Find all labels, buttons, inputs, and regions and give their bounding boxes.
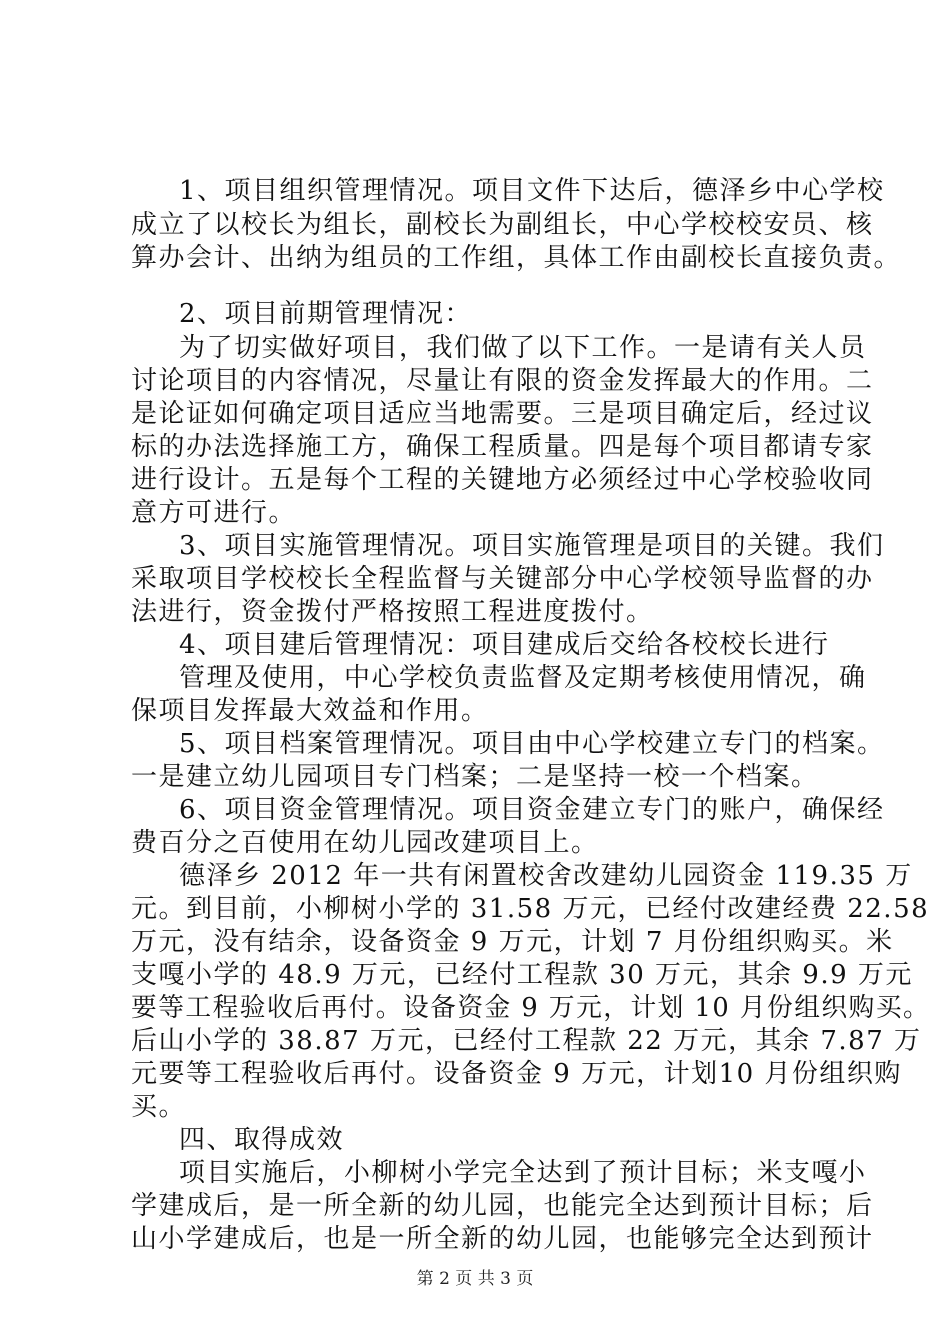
paragraph-line: 采取项目学校校长全程监督与关键部分中心学校领导监督的办 — [131, 564, 874, 594]
paragraph-line: 元要等工程验收后再付。设备资金 9 万元，计划10 月份组织购 — [131, 1059, 902, 1089]
paragraph-line: 意方可进行。 — [131, 498, 297, 528]
paragraph-line: 讨论项目的内容情况，尽量让有限的资金发挥最大的作用。二 — [131, 366, 874, 396]
paragraph-line: 4、项目建后管理情况：项目建成后交给各校校长进行 — [179, 630, 830, 660]
paragraph-line: 后山小学的 38.87 万元，已经付工程款 22 万元，其余 7.87 万 — [131, 1026, 922, 1056]
paragraph-line: 标的办法选择施工方，确保工程质量。四是每个项目都请专家 — [131, 432, 874, 462]
paragraph-line: 算办会计、出纳为组员的工作组，具体工作由副校长直接负责。 — [131, 243, 902, 273]
page-number-footer: 第 2 页 共 3 页 — [416, 1269, 534, 1289]
paragraph-line: 5、项目档案管理情况。项目由中心学校建立专门的档案。 — [179, 729, 885, 759]
paragraph-line: 为了切实做好项目，我们做了以下工作。一是请有关人员 — [179, 333, 867, 363]
paragraph-line: 6、项目资金管理情况。项目资金建立专门的账户，确保经 — [179, 795, 885, 825]
paragraph-line: 2、项目前期管理情况： — [179, 299, 473, 329]
paragraph-line: 是论证如何确定项目适应当地需要。三是项目确定后，经过议 — [131, 399, 874, 429]
paragraph-line: 进行设计。五是每个工程的关键地方必须经过中心学校验收同 — [131, 465, 874, 495]
paragraph-line: 支嘎小学的 48.9 万元，已经付工程款 30 万元，其余 9.9 万元 — [131, 960, 913, 990]
paragraph-line: 德泽乡 2012 年一共有闲置校舍改建幼儿园资金 119.35 万 — [179, 861, 913, 891]
paragraph-line: 成立了以校长为组长，副校长为副组长，中心学校校安员、核 — [131, 210, 874, 240]
paragraph-line: 学建成后，是一所全新的幼儿园，也能完全达到预计目标；后 — [131, 1191, 874, 1221]
paragraph-line: 管理及使用，中心学校负责监督及定期考核使用情况，确 — [179, 663, 867, 693]
paragraph-line: 万元，没有结余，设备资金 9 万元，计划 7 月份组织购买。米 — [131, 927, 894, 957]
paragraph-line: 元。到目前，小柳树小学的 31.58 万元，已经付改建经费 22.58 — [131, 894, 930, 924]
paragraph-line: 费百分之百使用在幼儿园改建项目上。 — [131, 828, 599, 858]
paragraph-line: 项目实施后，小柳树小学完全达到了预计目标；米支嘎小 — [179, 1158, 867, 1188]
paragraph-line: 法进行，资金拨付严格按照工程进度拨付。 — [131, 597, 654, 627]
paragraph-line: 1、项目组织管理情况。项目文件下达后，德泽乡中心学校 — [179, 176, 885, 206]
paragraph-line: 要等工程验收后再付。设备资金 9 万元，计划 10 月份组织购买。 — [131, 993, 931, 1023]
paragraph-line: 山小学建成后，也是一所全新的幼儿园，也能够完全达到预计 — [131, 1224, 874, 1254]
paragraph-line: 一是建立幼儿园项目专门档案；二是坚持一校一个档案。 — [131, 762, 819, 792]
paragraph-line: 3、项目实施管理情况。项目实施管理是项目的关键。我们 — [179, 531, 885, 561]
paragraph-line: 保项目发挥最大效益和作用。 — [131, 696, 489, 726]
paragraph-line: 买。 — [131, 1092, 187, 1122]
section-heading: 四、取得成效 — [179, 1125, 345, 1155]
